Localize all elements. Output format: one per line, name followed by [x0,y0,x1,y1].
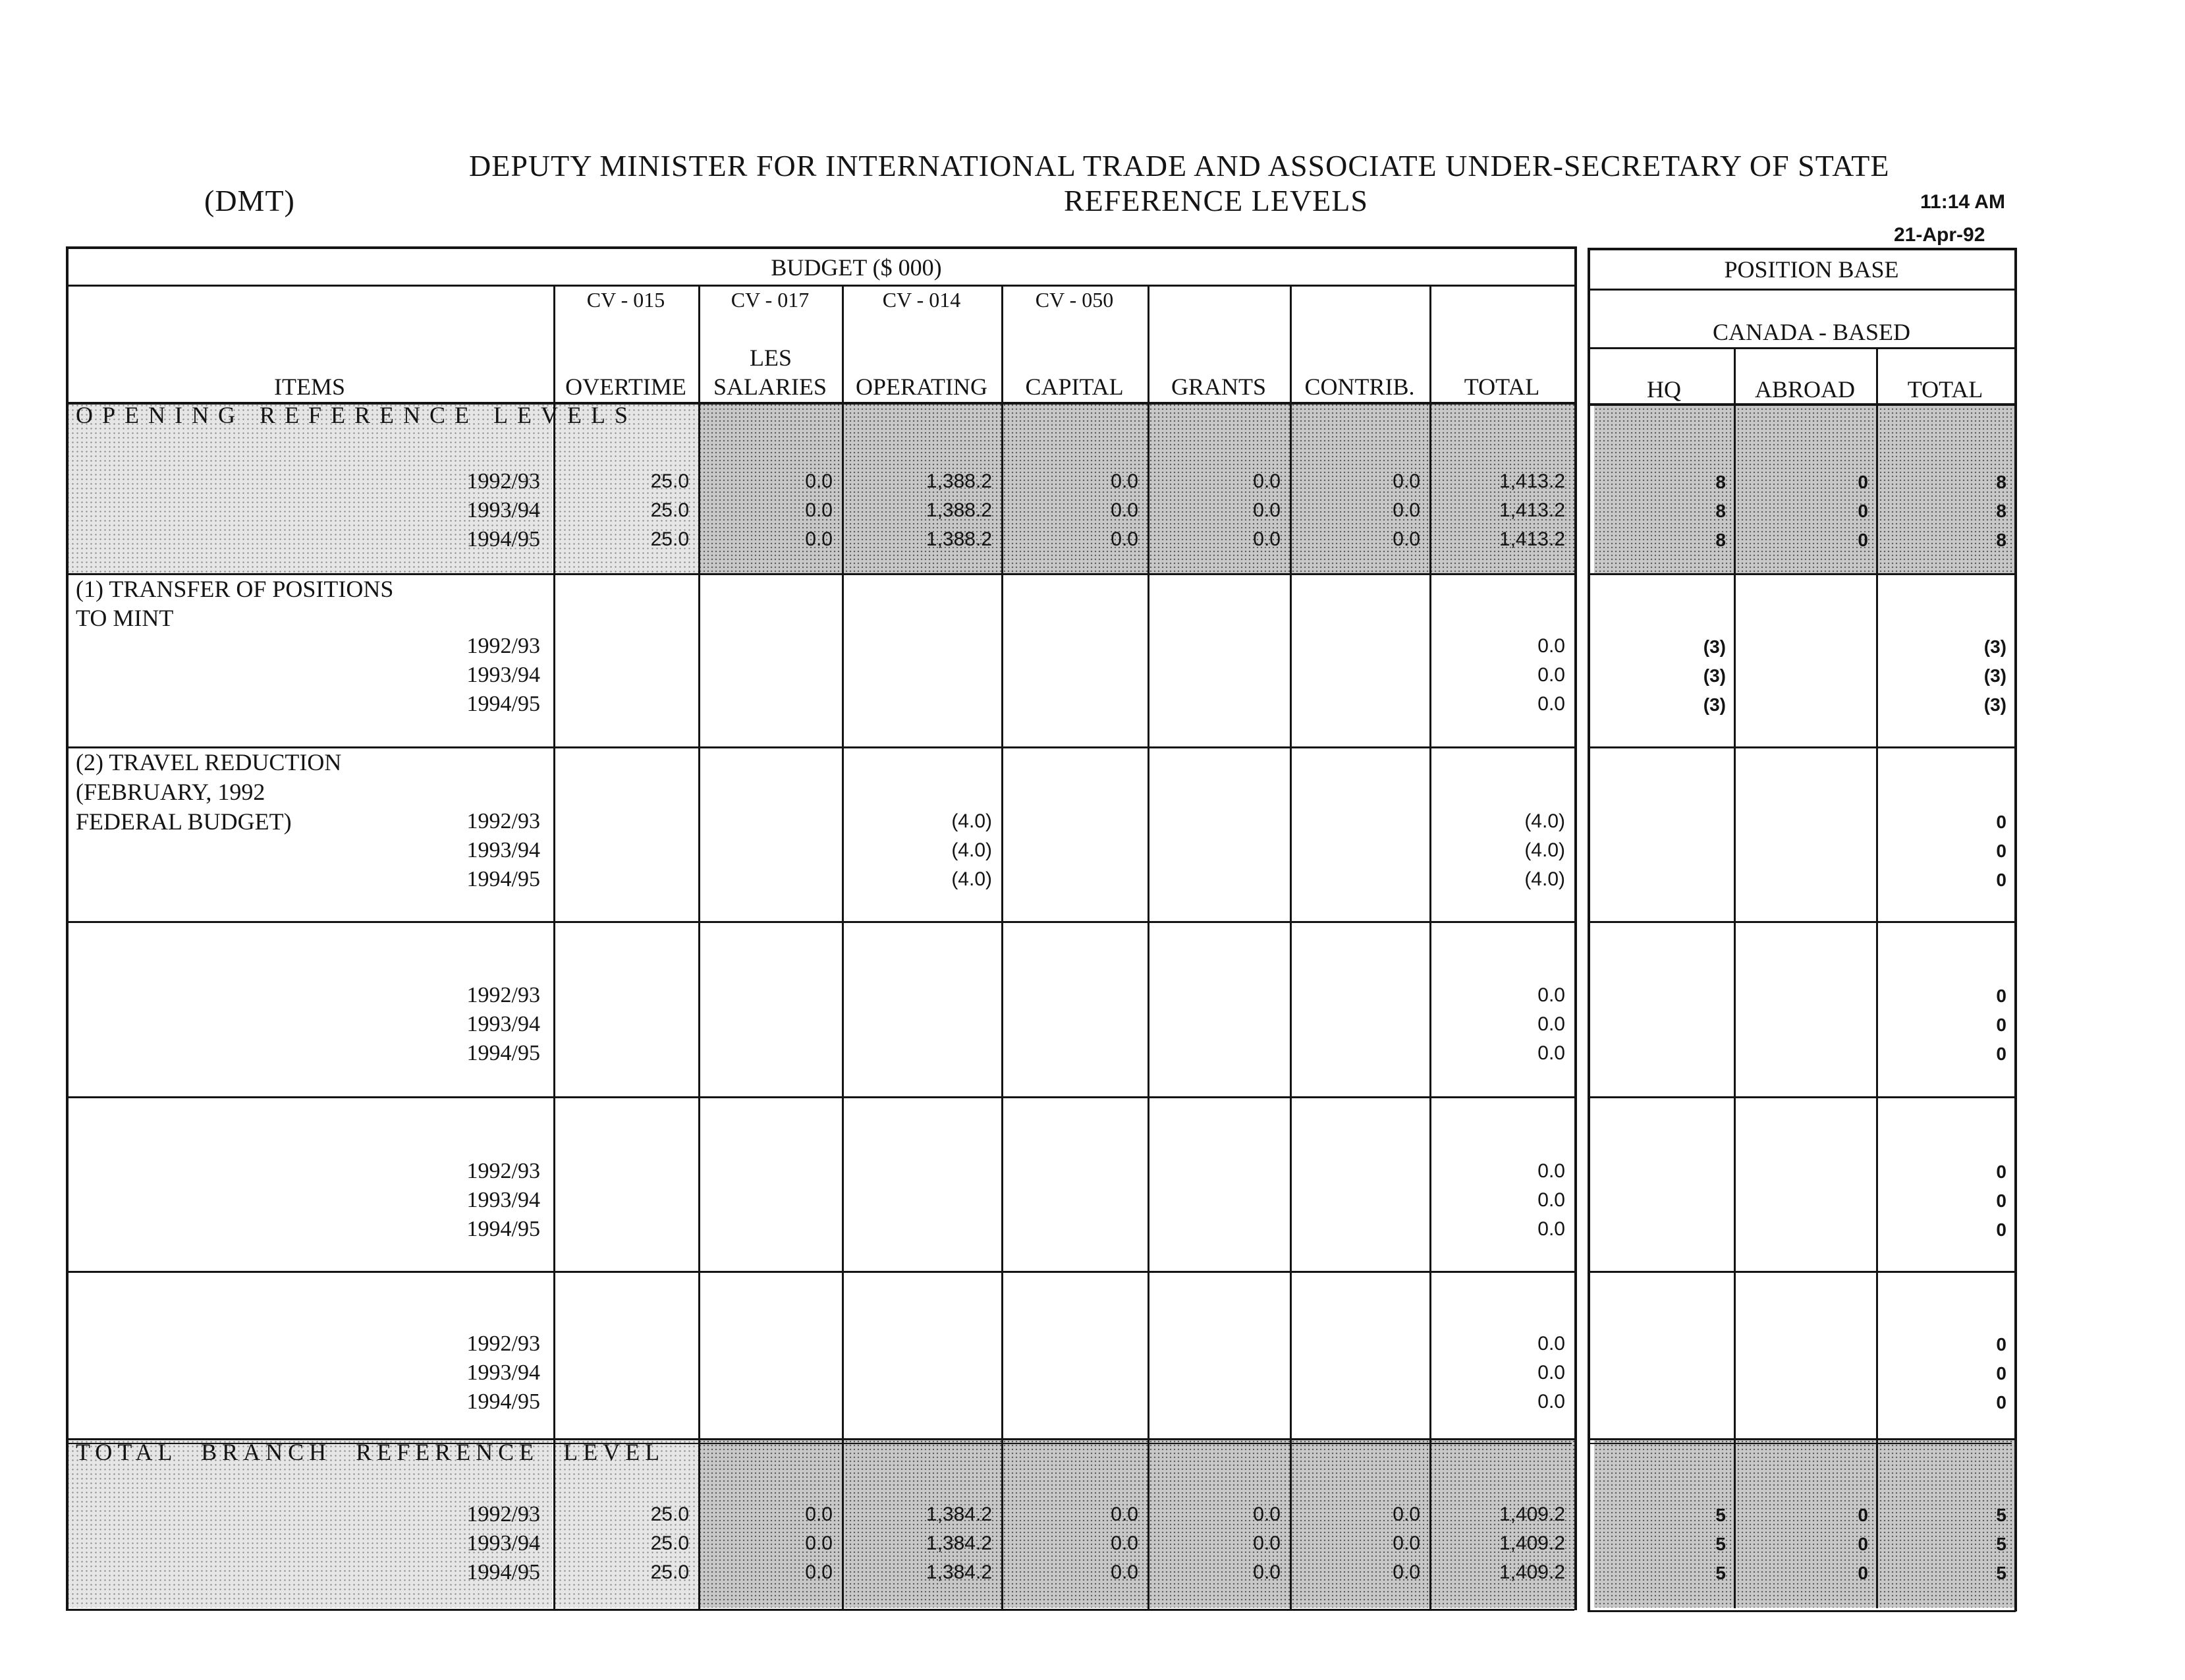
position-cell: 5 [1996,1534,2006,1554]
position-cell: 8 [1715,472,1726,492]
position-title-rule [1588,289,2016,291]
position-section-rule-5 [1588,1438,2016,1440]
position-cell: 0 [1996,1392,2006,1413]
position-left-border [1588,248,1590,1611]
fiscal-year: 1992/93 [466,1159,540,1183]
budget-cell: 0.0 [1537,1042,1565,1064]
opening-reference-levels-label: OPENING REFERENCE LEVELS [76,402,637,428]
budget-cell: (4.0) [951,868,992,890]
budget-cell: 25.0 [650,470,689,492]
budget-cell: 0.0 [1537,693,1565,715]
section-rule-4 [66,1271,1574,1273]
budget-cell: 0.0 [1253,1561,1281,1583]
budget-cell: 0.0 [1111,499,1138,521]
budget-cell: 0.0 [805,1532,833,1554]
budget-cell: 1,388.2 [926,528,992,550]
fiscal-year: 1994/95 [466,867,540,891]
budget-col-grants: GRANTS [1171,374,1267,400]
budget-cell: 1,384.2 [926,1503,992,1525]
fiscal-year: 1993/94 [466,1188,540,1212]
budget-cell: 0.0 [805,499,833,521]
fiscal-year: 1993/94 [466,838,540,862]
fiscal-year: 1993/94 [466,663,540,687]
position-cell: 0 [1858,1534,1868,1554]
fiscal-year: 1992/93 [466,634,540,658]
cv-code-2: CV - 017 [731,288,810,312]
position-cell: 0 [1996,870,2006,890]
budget-cell: 1,384.2 [926,1561,992,1583]
budget-cell: 0.0 [1537,1013,1565,1035]
report-title: DEPUTY MINISTER FOR INTERNATIONAL TRADE AND ASSOCIATE UNDER-SECRETARY OF STATE [469,149,1890,182]
budget-cell: 0.0 [1393,1532,1420,1554]
budget-cell: (4.0) [951,839,992,861]
budget-cell: 1,409.2 [1499,1503,1565,1525]
position-cell: 0 [1996,812,2006,832]
budget-cell: 0.0 [1537,664,1565,686]
position-col-line-1 [1876,349,1878,1608]
budget-col-operating: OPERATING [855,374,987,400]
budget-col-capital: CAPITAL [1025,374,1124,400]
position-total-inner-rule [1590,1443,2012,1444]
cv-code-4: CV - 050 [1035,288,1114,312]
budget-cell: 0.0 [1537,1391,1565,1413]
budget-col-total: TOTAL [1464,374,1540,400]
budget-cell: (4.0) [1524,839,1565,861]
travel-reduction-label-1: (2) TRAVEL REDUCTION [76,749,342,775]
fiscal-year: 1994/95 [466,527,540,551]
fiscal-year: 1993/94 [466,1360,540,1385]
position-cell: 0 [1996,1363,2006,1384]
fiscal-year: 1994/95 [466,1217,540,1241]
position-cell: 0 [1858,1505,1868,1525]
fiscal-year: 1994/95 [466,692,540,716]
budget-cell: 0.0 [1393,499,1420,521]
position-cell: 0 [1996,986,2006,1006]
fiscal-year: 1992/93 [466,983,540,1007]
fiscal-year: 1992/93 [466,1331,540,1356]
budget-cell: 0.0 [1253,528,1281,550]
position-cell: (3) [1983,694,2006,715]
transfer-positions-label-1: (1) TRANSFER OF POSITIONS [76,576,394,602]
budget-cell: 0.0 [1253,499,1281,521]
position-cell: (3) [1983,636,2006,657]
position-cell: 8 [1715,530,1726,550]
budget-cell: 0.0 [1393,1561,1420,1583]
budget-col-salaries: SALARIES [713,374,827,400]
budget-col-line-2 [842,286,844,1610]
position-right-border [2014,248,2017,1611]
budget-frame-bottom [66,1609,1574,1611]
fiscal-year: 1994/95 [466,1389,540,1414]
position-cell: 0 [1858,472,1868,492]
budget-cell: 0.0 [1393,1503,1420,1525]
budget-cell: 25.0 [650,1532,689,1554]
transfer-positions-label-2: TO MINT [76,605,174,631]
budget-cell: 0.0 [1111,528,1138,550]
budget-cell: 1,388.2 [926,499,992,521]
position-cell: 5 [1715,1505,1726,1525]
budget-cell: (4.0) [1524,810,1565,832]
position-cell: (3) [1983,665,2006,686]
position-cell: (3) [1703,636,1726,657]
budget-cell: 25.0 [650,1561,689,1583]
position-base-header: POSITION BASE [1724,256,1899,283]
department-code: (DMT) [204,184,295,217]
position-section-rule-3 [1588,1096,2016,1098]
budget-title-rule [66,285,1574,287]
budget-cell: 0.0 [1537,1218,1565,1240]
budget-col-line-4 [1148,286,1149,1610]
position-cell: 0 [1996,841,2006,861]
position-frame-bottom [1588,1610,2016,1612]
position-section-rule-0 [1588,573,2016,575]
total-branch-label: TOTAL BRANCH REFERENCE LEVEL [76,1439,665,1465]
budget-cell: 0.0 [1537,1160,1565,1182]
budget-col-line-3 [1001,286,1003,1610]
position-cell: 5 [1715,1534,1726,1554]
position-cell: (3) [1703,694,1726,715]
budget-cell: 0.0 [1111,1532,1138,1554]
budget-col-contrib: CONTRIB. [1304,374,1415,400]
travel-reduction-label-2: (FEBRUARY, 1992 [76,779,265,805]
position-cell: 0 [1858,1563,1868,1583]
budget-cell: 0.0 [1537,635,1565,657]
budget-cell: 0.0 [805,528,833,550]
canada-based-header: CANADA - BASED [1712,319,1911,345]
budget-cell: 0.0 [1537,1333,1565,1355]
print-date: 21-Apr-92 [1894,224,1985,246]
position-cell: 8 [1715,501,1726,521]
print-time: 11:14 AM [1920,191,2005,213]
budget-cell: 25.0 [650,1503,689,1525]
fiscal-year: 1992/93 [466,1502,540,1526]
fiscal-year: 1993/94 [466,498,540,522]
position-cell: 5 [1715,1563,1726,1583]
budget-cell: 25.0 [650,528,689,550]
position-cell: 5 [1996,1505,2006,1525]
budget-col-line-5 [1290,286,1292,1610]
cv-code-1: CV - 015 [586,288,665,312]
fiscal-year: 1993/94 [466,1531,540,1555]
budget-cell: 0.0 [1253,1532,1281,1554]
position-header-bottom-rule [1588,403,2016,406]
budget-cell: 0.0 [1111,1561,1138,1583]
position-col-total: TOTAL [1907,376,1983,403]
budget-frame-top [66,246,1574,249]
position-col-line-0 [1734,349,1736,1608]
position-cell: 0 [1996,1015,2006,1035]
budget-cell: 25.0 [650,499,689,521]
section-rule-2 [66,921,1574,923]
fiscal-year: 1992/93 [466,809,540,833]
budget-header: BUDGET ($ 000) [771,254,942,281]
fiscal-year: 1994/95 [466,1041,540,1065]
items-header: ITEMS [274,374,345,400]
position-cell: 0 [1996,1334,2006,1355]
position-cell: 0 [1996,1044,2006,1064]
position-frame-top [1588,248,2016,250]
position-cell: (3) [1703,665,1726,686]
budget-cell: 0.0 [1253,1503,1281,1525]
section-rule-3 [66,1096,1574,1098]
budget-cell: 0.0 [1111,470,1138,492]
budget-right-border [1574,246,1577,1610]
budget-cell: 0.0 [1393,470,1420,492]
budget-col-line-1 [698,286,700,1610]
budget-col-overtime: OVERTIME [565,374,686,400]
budget-cell: 0.0 [805,1561,833,1583]
report-subtitle: REFERENCE LEVELS [1064,184,1368,217]
budget-cell: 0.0 [805,470,833,492]
budget-cell: (4.0) [951,810,992,832]
budget-cell: 0.0 [1111,1503,1138,1525]
les-label: LES [749,345,792,371]
budget-cell: 1,409.2 [1499,1532,1565,1554]
budget-cell: (4.0) [1524,868,1565,890]
position-cell: 0 [1996,1162,2006,1182]
position-col-abroad: ABROAD [1754,376,1855,403]
left-border [66,246,69,1610]
position-cell: 5 [1996,1563,2006,1583]
position-cell: 0 [1996,1219,2006,1240]
budget-cell: 1,413.2 [1499,528,1565,550]
fiscal-year: 1993/94 [466,1012,540,1036]
budget-cell: 0.0 [1393,528,1420,550]
budget-cell: 0.0 [1253,470,1281,492]
position-cell: 8 [1996,501,2006,521]
travel-reduction-label-3: FEDERAL BUDGET) [76,808,292,835]
budget-cell: 0.0 [805,1503,833,1525]
budget-cell: 0.0 [1537,1362,1565,1384]
position-col-hq: HQ [1647,376,1681,403]
position-cell: 0 [1996,1190,2006,1211]
position-cell: 0 [1858,530,1868,550]
position-cell: 8 [1996,530,2006,550]
fiscal-year: 1994/95 [466,1560,540,1584]
budget-col-line-6 [1429,286,1431,1610]
budget-cell: 1,409.2 [1499,1561,1565,1583]
budget-cell: 1,413.2 [1499,470,1565,492]
budget-cell: 0.0 [1537,1189,1565,1211]
position-section-rule-1 [1588,746,2016,748]
position-section-rule-2 [1588,921,2016,923]
cv-code-3: CV - 014 [882,288,961,312]
position-cell: 0 [1858,501,1868,521]
fiscal-year: 1992/93 [466,469,540,493]
position-cell: 8 [1996,472,2006,492]
budget-cell: 1,388.2 [926,470,992,492]
canada-based-rule [1588,347,2016,349]
position-section-rule-4 [1588,1271,2016,1273]
budget-cell: 1,384.2 [926,1532,992,1554]
budget-col-line-0 [553,286,555,1610]
budget-cell: 0.0 [1537,984,1565,1006]
budget-cell: 1,413.2 [1499,499,1565,521]
